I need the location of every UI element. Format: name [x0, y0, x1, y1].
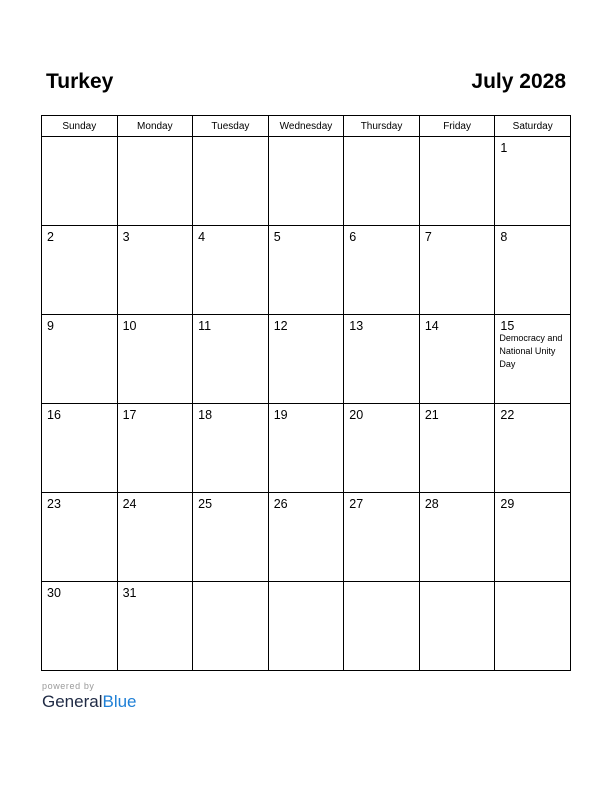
brand-name-general: General [42, 692, 103, 711]
week-row [42, 404, 571, 493]
day-cell [268, 137, 344, 226]
day-cell [193, 226, 269, 315]
day-cell [495, 315, 571, 404]
day-number: 1 [500, 141, 508, 155]
day-number: 21 [424, 408, 439, 422]
day-number: 17 [122, 408, 137, 422]
day-cell [42, 404, 118, 493]
weekday-header: Wednesday [268, 116, 344, 137]
day-number: 20 [349, 408, 364, 422]
day-cell [419, 315, 495, 404]
day-cell [117, 226, 193, 315]
day-cell [495, 582, 571, 671]
day-cell [268, 493, 344, 582]
day-cell [117, 315, 193, 404]
calendar-header [41, 70, 571, 100]
weekday-header: Monday [117, 116, 193, 137]
weekday-header: Saturday [495, 116, 571, 137]
week-row [42, 137, 571, 226]
day-cell [495, 226, 571, 315]
day-number: 24 [122, 497, 137, 511]
day-cell [193, 582, 269, 671]
day-cell [419, 493, 495, 582]
day-number: 31 [122, 586, 137, 600]
brand-logo [42, 692, 137, 712]
day-number: 4 [198, 230, 206, 244]
day-cell [117, 582, 193, 671]
week-row [42, 315, 571, 404]
day-cell [419, 226, 495, 315]
day-number: 14 [424, 319, 439, 333]
day-cell [117, 493, 193, 582]
day-cell [495, 493, 571, 582]
day-cell [193, 315, 269, 404]
day-number: 27 [349, 497, 364, 511]
day-cell [193, 137, 269, 226]
weekday-header: Tuesday [193, 116, 269, 137]
day-number: 2 [47, 230, 54, 244]
holiday-label: Democracy and National Unity Day [499, 333, 563, 369]
week-row [42, 582, 571, 671]
day-number: 30 [47, 586, 61, 600]
day-cell [344, 137, 420, 226]
day-number: 19 [273, 408, 288, 422]
day-cell [344, 582, 420, 671]
day-cell [117, 404, 193, 493]
day-cell [344, 226, 420, 315]
day-number: 8 [500, 230, 508, 244]
day-number: 11 [198, 319, 212, 333]
day-number: 6 [349, 230, 357, 244]
day-cell [419, 582, 495, 671]
day-cell [419, 137, 495, 226]
powered-by-label: powered by [42, 681, 95, 691]
day-cell [42, 137, 118, 226]
day-number: 18 [198, 408, 213, 422]
weekday-header: Thursday [344, 116, 420, 137]
day-number: 5 [273, 230, 281, 244]
day-cell [42, 582, 118, 671]
day-cell [193, 493, 269, 582]
day-cell [419, 404, 495, 493]
month-calendar-grid [41, 115, 571, 671]
footer-branding [42, 681, 137, 712]
day-number: 25 [198, 497, 213, 511]
month-year-title: July 2028 [471, 70, 566, 93]
day-cell [268, 404, 344, 493]
day-cell [42, 226, 118, 315]
day-number: 16 [47, 408, 61, 422]
day-number: 15 [500, 319, 515, 333]
weekday-header-row [42, 116, 571, 137]
week-row [42, 493, 571, 582]
weekday-header: Sunday [42, 116, 118, 137]
day-number: 28 [424, 497, 439, 511]
day-cell [42, 493, 118, 582]
day-cell [268, 582, 344, 671]
day-cell [193, 404, 269, 493]
day-cell [495, 404, 571, 493]
week-row [42, 226, 571, 315]
day-number: 23 [47, 497, 61, 511]
day-number: 10 [122, 319, 137, 333]
day-number: 29 [500, 497, 515, 511]
day-cell [268, 226, 344, 315]
day-number: 7 [424, 230, 432, 244]
day-cell [268, 315, 344, 404]
country-title: Turkey [46, 70, 114, 93]
weekday-header: Friday [419, 116, 495, 137]
day-cell [117, 137, 193, 226]
day-number: 26 [273, 497, 288, 511]
day-number: 12 [273, 319, 288, 333]
day-number: 9 [47, 319, 54, 333]
day-cell [495, 137, 571, 226]
day-number: 22 [500, 408, 515, 422]
day-number: 13 [349, 319, 364, 333]
day-cell [344, 315, 420, 404]
day-cell [344, 404, 420, 493]
day-number: 3 [122, 230, 130, 244]
day-cell [344, 493, 420, 582]
brand-name-blue: Blue [102, 692, 137, 711]
day-cell [42, 315, 118, 404]
